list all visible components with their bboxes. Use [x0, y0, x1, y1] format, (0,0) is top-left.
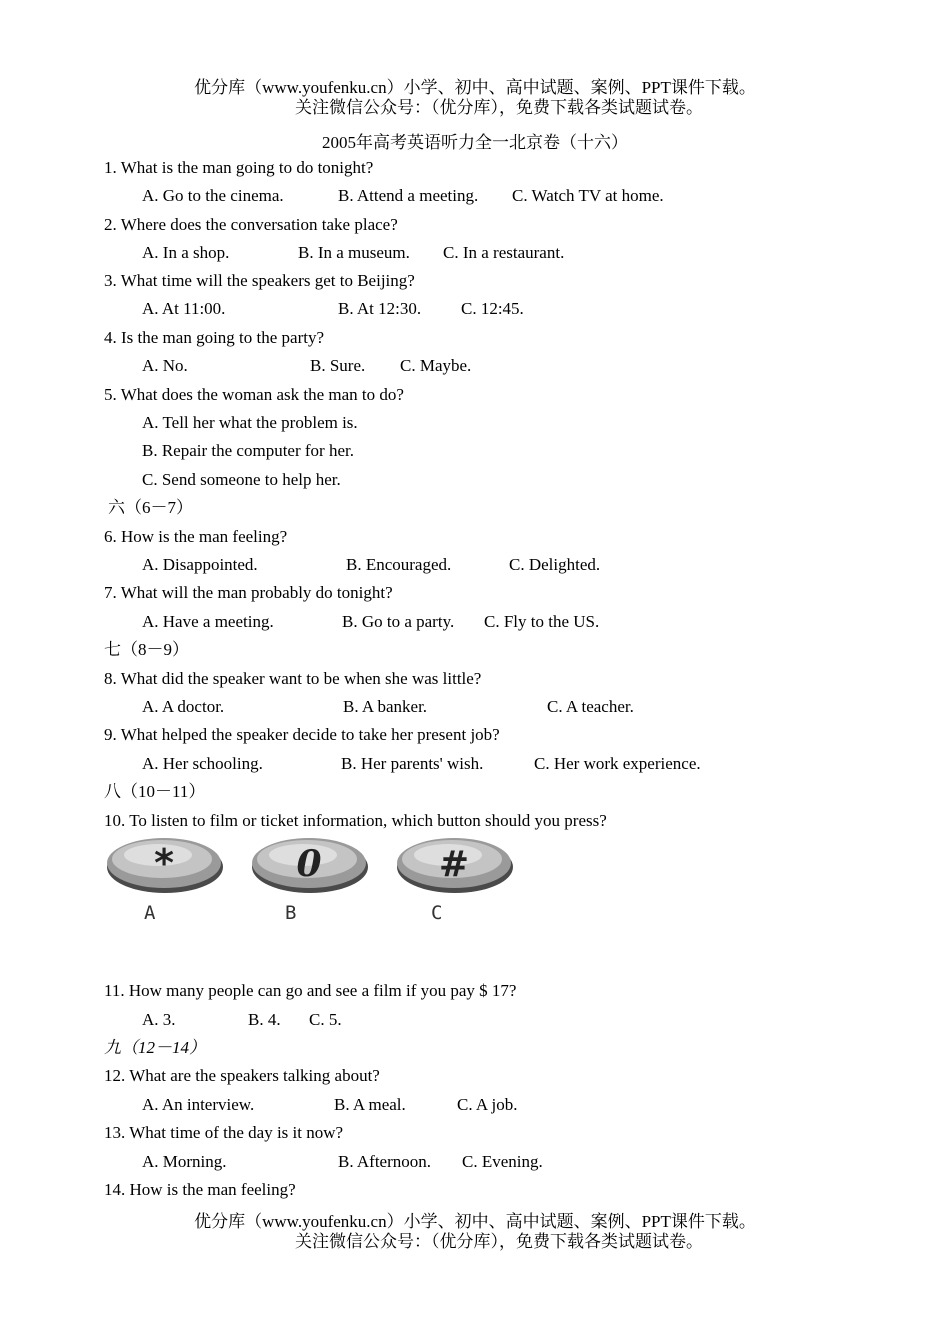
q2-option-a: A. In a shop.	[142, 243, 230, 262]
q6-option-b: B. Encouraged.	[346, 555, 452, 574]
q1-option-a: A. Go to the cinema.	[142, 186, 284, 205]
q11-option-b: B. 4.	[248, 1010, 281, 1029]
asterisk-key-icon	[104, 834, 226, 896]
q2-option-c: C. In a restaurant.	[443, 243, 565, 262]
footer-line-1: 优分库（www.youfenku.cn）小学、初中、高中试题、案例、PPT课件下载。	[194, 1212, 756, 1231]
q12-option-b: B. A meal.	[334, 1095, 406, 1114]
button-a-label: A	[144, 902, 156, 924]
q9-option-c: C. Her work experience.	[534, 754, 701, 773]
page-title: 2005年高考英语听力全一北京卷（十六）	[322, 133, 628, 152]
q1-option-b: B. Attend a meeting.	[338, 186, 479, 205]
q6-option-a: A. Disappointed.	[142, 555, 258, 574]
footer-line-2: 关注微信公众号：（优分库），免费下载各类试题试卷。	[295, 1232, 703, 1251]
question-5: 5. What does the woman ask the man to do?	[104, 385, 404, 404]
q2-option-b: B. In a museum.	[298, 243, 410, 262]
question-7: 7. What will the man probably do tonight?	[104, 583, 393, 602]
page-footer	[0, 1212, 950, 1252]
q11-option-a: A. 3.	[142, 1010, 176, 1029]
button-c-label: C	[431, 902, 443, 924]
header-line-2: 关注微信公众号：（优分库），免费下载各类试题试卷。	[295, 98, 703, 117]
button-b-label: B	[285, 902, 297, 924]
hash-key-icon	[394, 834, 516, 896]
button-a-symbol: *	[154, 841, 174, 885]
q5-option-c: C. Send someone to help her.	[142, 470, 341, 489]
section-12-14: 九（12－14）	[104, 1038, 206, 1057]
page-header	[0, 78, 950, 118]
question-9: 9. What helped the speaker decide to take her present job?	[104, 725, 500, 744]
q5-option-a: A. Tell her what the problem is.	[142, 413, 358, 432]
q3-option-c: C. 12:45.	[461, 299, 524, 318]
q3-option-b: B. At 12:30.	[338, 299, 422, 318]
q13-option-a: A. Morning.	[142, 1152, 227, 1171]
q1-option-c: C. Watch TV at home.	[512, 186, 664, 205]
q8-option-a: A. A doctor.	[142, 697, 225, 716]
q9-option-a: A. Her schooling.	[142, 754, 263, 773]
q4-option-b: B. Sure.	[310, 356, 366, 375]
question-3: 3. What time will the speakers get to Beijing?	[104, 271, 415, 290]
question-14: 14. How is the man feeling?	[104, 1180, 296, 1199]
section-10-11: 八（10－11）	[104, 782, 206, 801]
phone-button-c	[394, 834, 516, 924]
question-8: 8. What did the speaker want to be when she was little?	[104, 669, 482, 688]
q4-option-c: C. Maybe.	[400, 356, 472, 375]
q7-option-a: A. Have a meeting.	[142, 612, 274, 631]
phone-button-a	[104, 834, 226, 924]
q13-option-c: C. Evening.	[462, 1152, 543, 1171]
q8-option-c: C. A teacher.	[547, 697, 634, 716]
zero-key-icon	[249, 834, 371, 896]
q5-option-b: B. Repair the computer for her.	[142, 441, 354, 460]
q7-option-c: C. Fly to the US.	[484, 612, 600, 631]
q7-option-b: B. Go to a party.	[342, 612, 455, 631]
button-c-symbol: #	[438, 844, 470, 885]
question-10: 10. To listen to film or ticket information, which button should you press?	[104, 811, 607, 830]
question-4: 4. Is the man going to the party?	[104, 328, 325, 347]
q4-option-a: A. No.	[142, 356, 188, 375]
phone-button-b	[249, 834, 371, 924]
section-8-9: 七（8－9）	[104, 640, 189, 659]
q6-option-c: C. Delighted.	[509, 555, 601, 574]
question-12: 12. What are the speakers talking about?	[104, 1066, 380, 1085]
q13-option-b: B. Afternoon.	[338, 1152, 432, 1171]
section-6-7: 六（6－7）	[108, 498, 193, 517]
question-1: 1. What is the man going to do tonight?	[104, 158, 374, 177]
question-11: 11. How many people can go and see a film if you pay $ 17?	[104, 981, 517, 1000]
q12-option-c: C. A job.	[457, 1095, 518, 1114]
button-b-symbol: 0	[296, 843, 322, 885]
q12-option-a: A. An interview.	[142, 1095, 255, 1114]
q3-option-a: A. At 11:00.	[142, 299, 226, 318]
header-line-1: 优分库（www.youfenku.cn）小学、初中、高中试题、案例、PPT课件下载。	[194, 78, 756, 97]
q9-option-b: B. Her parents' wish.	[341, 754, 484, 773]
q8-option-b: B. A banker.	[343, 697, 428, 716]
question-13: 13. What time of the day is it now?	[104, 1123, 344, 1142]
question-6: 6. How is the man feeling?	[104, 527, 288, 546]
q11-option-c: C. 5.	[309, 1010, 342, 1029]
question-2: 2. Where does the conversation take place?	[104, 215, 398, 234]
